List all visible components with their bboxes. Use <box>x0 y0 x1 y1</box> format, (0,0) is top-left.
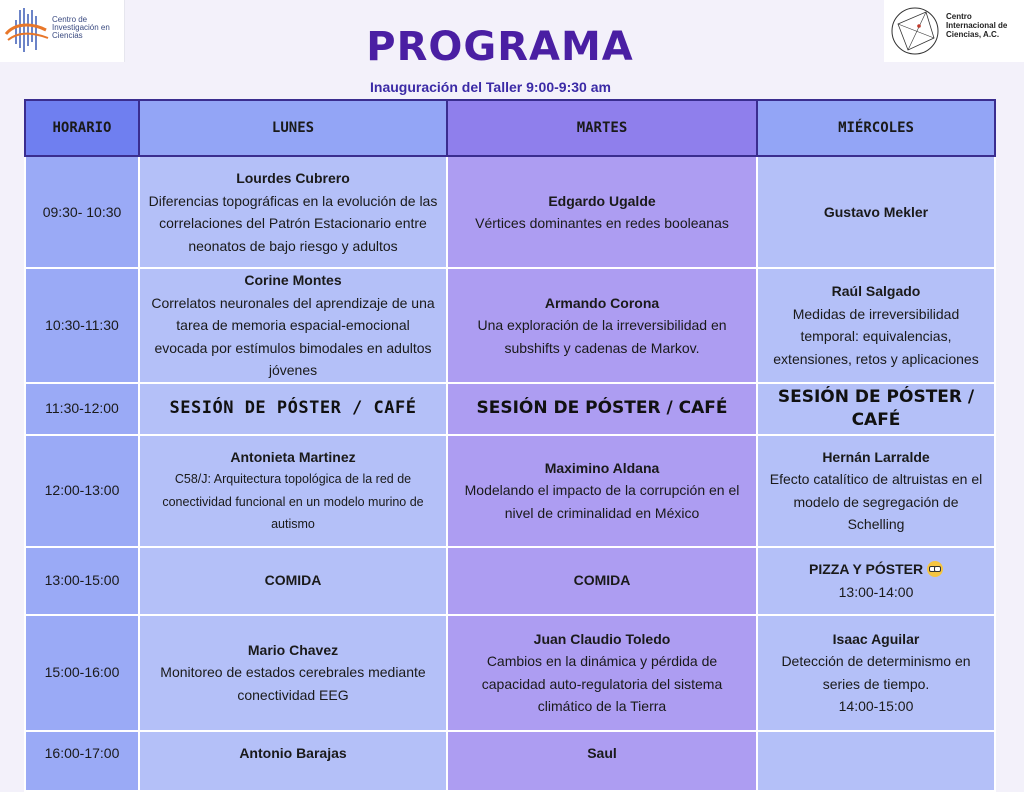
poster-session-label: SESIÓN DE PÓSTER / CAFÉ <box>169 398 417 419</box>
session-cell <box>447 435 757 547</box>
speaker-name: Maximino Aldana <box>544 459 660 476</box>
talk-title: Medidas de irreversibilidad temporal: equivalencias, extensiones, retos y aplicaciones <box>773 305 979 367</box>
talk-title: Vértices dominantes en redes booleanas <box>475 215 729 231</box>
time-cell: 09:30- 10:30 <box>25 156 139 268</box>
speaker-name: Gustavo Mekler <box>823 203 929 220</box>
talk-title: Detección de determinismo en series de tiempo. <box>781 653 971 692</box>
break-cell <box>757 383 995 435</box>
session-cell <box>447 615 757 731</box>
header-row <box>25 100 995 156</box>
speaker-name: Hernán Larralde <box>822 448 930 465</box>
session-cell <box>757 156 995 268</box>
session-cell <box>447 156 757 268</box>
session-cell <box>139 268 447 383</box>
session-cell <box>757 547 995 615</box>
talk-title: Modelando el impacto de la corrupción en el nivel de criminalidad en México <box>464 482 740 521</box>
col-header-martes: MARTES <box>447 100 757 156</box>
talk-title: Monitoreo de estados cerebrales mediante conectividad EEG <box>160 664 426 703</box>
schedule-table <box>24 99 996 792</box>
page-subtitle: Inauguración del Taller 9:00-9:30 am <box>370 79 611 95</box>
nerd-face-icon <box>927 561 943 577</box>
logo-left-text: Centro de Investigación en Ciencias <box>52 15 110 40</box>
speaker-name: Isaac Aguilar <box>832 630 920 647</box>
time-cell: 10:30-11:30 <box>25 268 139 383</box>
time-cell: 11:30-12:00 <box>25 383 139 435</box>
speaker-name: Antonieta Martinez <box>230 448 356 465</box>
table-row <box>25 731 995 791</box>
col-header-lunes: LUNES <box>139 100 447 156</box>
time-cell: 13:00-15:00 <box>25 547 139 615</box>
talk-title: Efecto catalítico de altruistas en el modelo de segregación de Schelling <box>769 471 983 532</box>
session-cell <box>757 615 995 731</box>
speaker-name: Antonio Barajas <box>239 744 347 761</box>
speaker-name: Juan Claudio Toledo <box>533 630 671 647</box>
col-header-horario: HORARIO <box>25 100 139 156</box>
session-cell <box>757 435 995 547</box>
session-cell <box>447 731 757 791</box>
col-header-miercoles: MIÉRCOLES <box>757 100 995 156</box>
session-time: 14:00-15:00 <box>838 698 914 714</box>
speaker-name: Edgardo Ugalde <box>548 192 656 209</box>
time-cell: 15:00-16:00 <box>25 615 139 731</box>
session-time: 13:00-14:00 <box>838 583 914 600</box>
talk-title: Una exploración de la irreversibilidad en subshifts y cadenas de Markov. <box>477 317 727 356</box>
table-row <box>25 268 995 383</box>
table-row <box>25 547 995 615</box>
poster-session-label: SESIÓN DE PÓSTER / CAFÉ <box>476 398 728 419</box>
talk-title: Cambios en la dinámica y pérdida de capacidad auto-regulatoria del sistema climático de la Tierra <box>481 653 723 714</box>
session-cell <box>757 731 995 791</box>
pizza-poster-label <box>766 558 986 581</box>
speaker-name: Corine Montes <box>244 272 342 288</box>
lunch-cell: COMIDA <box>447 547 757 615</box>
talk-title: C58/J: Arquitectura topológica de la red de conectividad funcional en un modelo murino de autismo <box>162 472 424 531</box>
poster-session-label: SESIÓN DE PÓSTER / CAFÉ <box>777 387 975 430</box>
session-cell <box>757 268 995 383</box>
table-row <box>25 615 995 731</box>
session-cell <box>139 615 447 731</box>
talk-title: Correlatos neuronales del aprendizaje de una tarea de memoria espacial-emocional evocada por estímulos bimodales en adultos jóvenes <box>151 294 435 378</box>
speaker-name: Mario Chavez <box>247 641 339 658</box>
table-row <box>25 156 995 268</box>
time-cell: 12:00-13:00 <box>25 435 139 547</box>
speaker-name: Armando Corona <box>544 294 660 311</box>
session-cell <box>139 156 447 268</box>
lunch-cell: COMIDA <box>139 547 447 615</box>
logo-right-text: Centro Internacional de Ciencias, A.C. <box>946 12 1008 39</box>
session-cell <box>139 435 447 547</box>
session-cell <box>139 731 447 791</box>
time-cell: 16:00-17:00 <box>25 731 139 791</box>
table-row <box>25 435 995 547</box>
speaker-name: Saul <box>587 744 617 761</box>
speaker-name: Lourdes Cubrero <box>236 170 350 186</box>
break-cell <box>139 383 447 435</box>
table-row <box>25 383 995 435</box>
talk-title: Diferencias topográficas en la evolución de las correlaciones del Patrón Estacionario entre neonatos de bajo riesgo y adultos <box>148 192 438 254</box>
pizza-poster-text: PIZZA Y PÓSTER <box>809 561 924 577</box>
page-title: PROGRAMA <box>366 24 634 70</box>
break-cell <box>447 383 757 435</box>
speaker-name: Raúl Salgado <box>831 283 921 300</box>
session-cell <box>447 268 757 383</box>
